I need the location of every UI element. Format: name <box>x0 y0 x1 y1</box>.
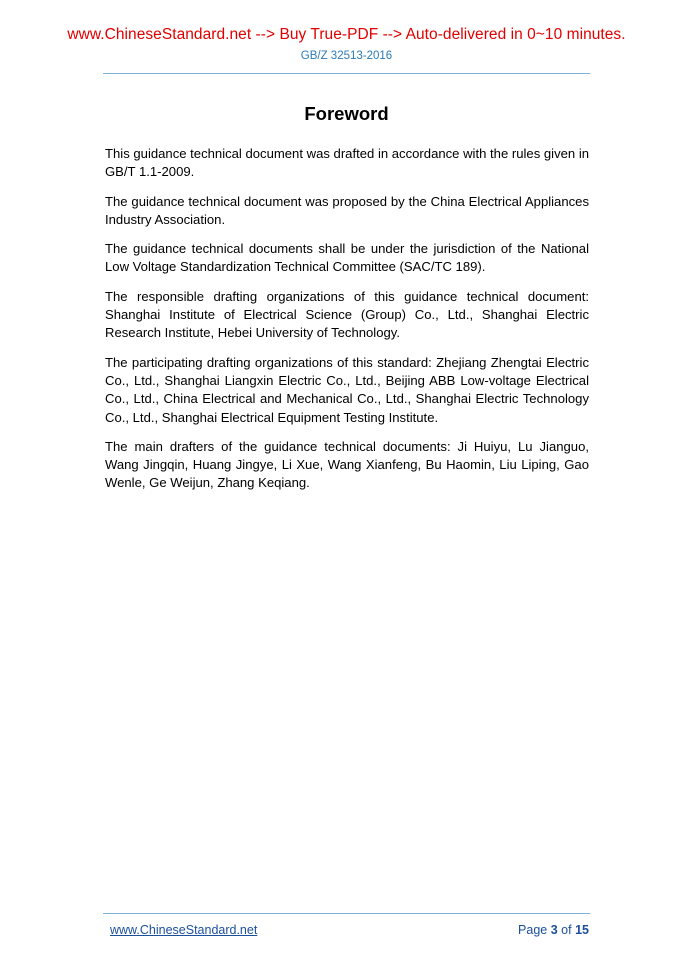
paragraph-participating-organizations: The participating drafting organizations of this standard: Zhejiang Zhengtai Electric Co., Ltd., Shanghai Liangxin Electric Co., Ltd., Beijing ABB Low-voltage Electrical Co., Ltd., China Electrical and Mechanical Co., Ltd., Shanghai Electric Technology Co., Ltd., Shanghai Electrical Equipment Testing Institute. <box>105 354 589 425</box>
page-of: of <box>561 923 572 937</box>
document-number: GB/Z 32513-2016 <box>300 50 393 62</box>
page-label: Page <box>518 923 548 937</box>
paragraph-responsible-organizations: The responsible drafting organizations of this guidance technical document: Shanghai Institute of Electrical Science (Group) Co., Ltd., Shanghai Electric Research Institute, Hebei University of Technology. <box>105 288 589 341</box>
page-indicator <box>518 923 589 937</box>
footer-divider <box>103 913 590 914</box>
promo-banner[interactable]: www.ChineseStandard.net --> Buy True-PDF --> Auto-delivered in 0~10 minutes. <box>67 26 626 43</box>
paragraph-drafting-rules: This guidance technical document was drafted in accordance with the rules given in GB/T 1.1-2009. <box>105 146 590 180</box>
paragraph-jurisdiction: The guidance technical documents shall be under the jurisdiction of the National Low Voltage Standardization Technical Committee (SAC/TC 189). <box>105 241 589 275</box>
header-divider <box>103 73 590 74</box>
page-current: 3 <box>550 923 558 937</box>
paragraph-proposed-by: The guidance technical document was proposed by the China Electrical Appliances Industry Association. <box>105 193 589 227</box>
paragraph-main-drafters: The main drafters of the guidance technical documents: Ji Huiyu, Lu Jianguo, Wang Jingqin, Huang Jingye, Li Xue, Wang Xianfeng, Bu Haomin, Liu Liping, Gao Wenle, Ge Weijun, Zhang Keqiang. <box>105 438 589 491</box>
page-title: Foreword <box>304 103 389 124</box>
foreword-body <box>105 145 589 504</box>
footer-website-link[interactable]: www.ChineseStandard.net <box>110 923 258 937</box>
page-total: 15 <box>575 923 589 937</box>
